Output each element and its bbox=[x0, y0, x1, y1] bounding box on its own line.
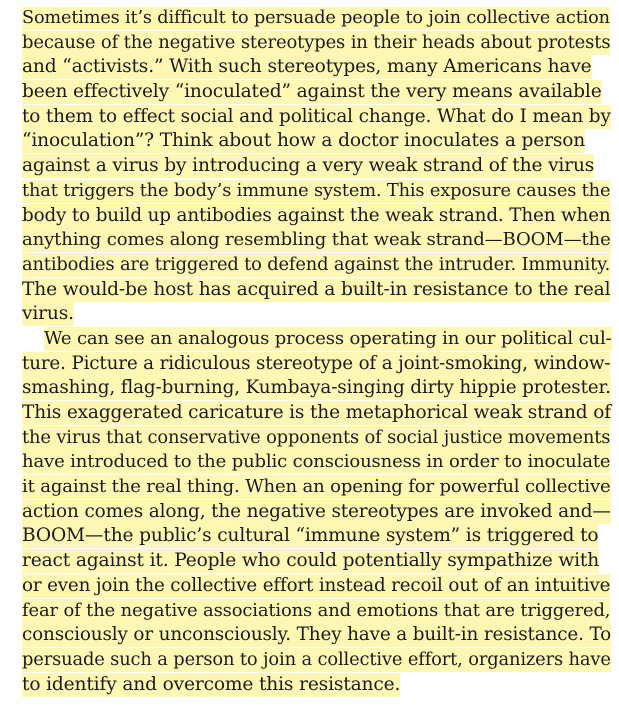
highlighted-text: action comes along, the negative stereotypes are invoked and— bbox=[22, 500, 611, 522]
text-line bbox=[22, 450, 612, 475]
highlighted-text: smashing, flag-burning, Kumbaya-singing dirty hippie protester. bbox=[22, 377, 611, 399]
highlighted-text: virus. bbox=[22, 303, 74, 325]
text-line bbox=[22, 327, 612, 352]
highlighted-text: body to build up antibodies against the weak strand. Then when bbox=[22, 204, 611, 226]
paragraph-2 bbox=[22, 327, 612, 697]
highlighted-text: to them to effect social and political change. What do I mean by bbox=[22, 105, 611, 127]
text-line bbox=[22, 673, 612, 698]
highlighted-text: or even join the collective effort instead recoil out of an intuitive bbox=[22, 574, 611, 596]
highlighted-text: and “activists.” With such stereotypes, many Americans have bbox=[22, 56, 592, 78]
text-line bbox=[22, 80, 612, 105]
highlighted-text: because of the negative stereotypes in their heads about protests bbox=[22, 31, 611, 53]
text-line bbox=[22, 6, 612, 31]
highlighted-text: the virus that conservative opponents of social justice movements bbox=[22, 426, 611, 448]
text-line bbox=[22, 574, 612, 599]
highlighted-text: to identify and overcome this resistance. bbox=[22, 673, 401, 695]
highlighted-text: This exaggerated caricature is the metaphorical weak strand of bbox=[22, 402, 611, 423]
text-line bbox=[22, 352, 612, 377]
text-line bbox=[22, 105, 612, 130]
text-line bbox=[22, 228, 612, 253]
text-line bbox=[22, 154, 612, 179]
text-line bbox=[22, 55, 612, 80]
highlighted-text: consciously or unconsciously. They have a built-in resistance. To bbox=[22, 624, 612, 646]
text-line bbox=[22, 204, 612, 229]
text-line bbox=[22, 524, 612, 549]
text-line bbox=[22, 401, 612, 426]
highlighted-text: BOOM—the public’s cultural “immune system” is triggered to bbox=[22, 525, 599, 547]
highlighted-text: been effectively “inoculated” against the very means available bbox=[22, 81, 602, 103]
highlighted-text: anything comes along resembling that weak strand—BOOM—the bbox=[22, 229, 611, 251]
text-line bbox=[22, 648, 612, 673]
highlighted-text: have introduced to the public consciousness in order to inoculate bbox=[22, 451, 611, 473]
text-line bbox=[22, 426, 612, 451]
text-line bbox=[22, 500, 612, 525]
text-line bbox=[22, 253, 612, 278]
highlighted-text: The would-be host has acquired a built-in resistance to the real bbox=[22, 278, 611, 300]
text-line bbox=[22, 179, 612, 204]
text-line bbox=[22, 129, 612, 154]
highlighted-text: antibodies are triggered to defend against the intruder. Immunity. bbox=[22, 253, 611, 275]
highlighted-text: it against the real thing. When an opening for powerful collective bbox=[22, 476, 611, 498]
highlighted-text: ture. Picture a ridiculous stereotype of a joint-smoking, window- bbox=[22, 352, 611, 374]
text-line bbox=[22, 31, 612, 56]
text-line bbox=[22, 376, 612, 401]
text-line bbox=[22, 302, 612, 327]
paragraph-1 bbox=[22, 6, 612, 327]
highlighted-text: fear of the negative associations and emotions that are triggered, bbox=[22, 599, 611, 621]
text-line bbox=[22, 278, 612, 303]
highlighted-text: We can see an analogous process operating in our political cul- bbox=[44, 327, 612, 349]
highlighted-text: against a virus by introducing a very weak strand of the virus bbox=[22, 155, 595, 177]
highlighted-text: “inoculation”? Think about how a doctor inoculates a person bbox=[22, 130, 586, 152]
document-page bbox=[22, 6, 612, 697]
highlighted-text: that triggers the body’s immune system. This exposure causes the bbox=[22, 180, 611, 201]
highlighted-text: react against it. People who could potentially sympathize with bbox=[22, 550, 600, 572]
text-line bbox=[22, 475, 612, 500]
text-line bbox=[22, 549, 612, 574]
text-line bbox=[22, 623, 612, 648]
highlighted-text: persuade such a person to join a collective effort, organizers have bbox=[22, 648, 611, 670]
highlighted-text: Sometimes it’s difficult to persuade people to join collective action bbox=[22, 8, 610, 28]
text-line bbox=[22, 599, 612, 624]
